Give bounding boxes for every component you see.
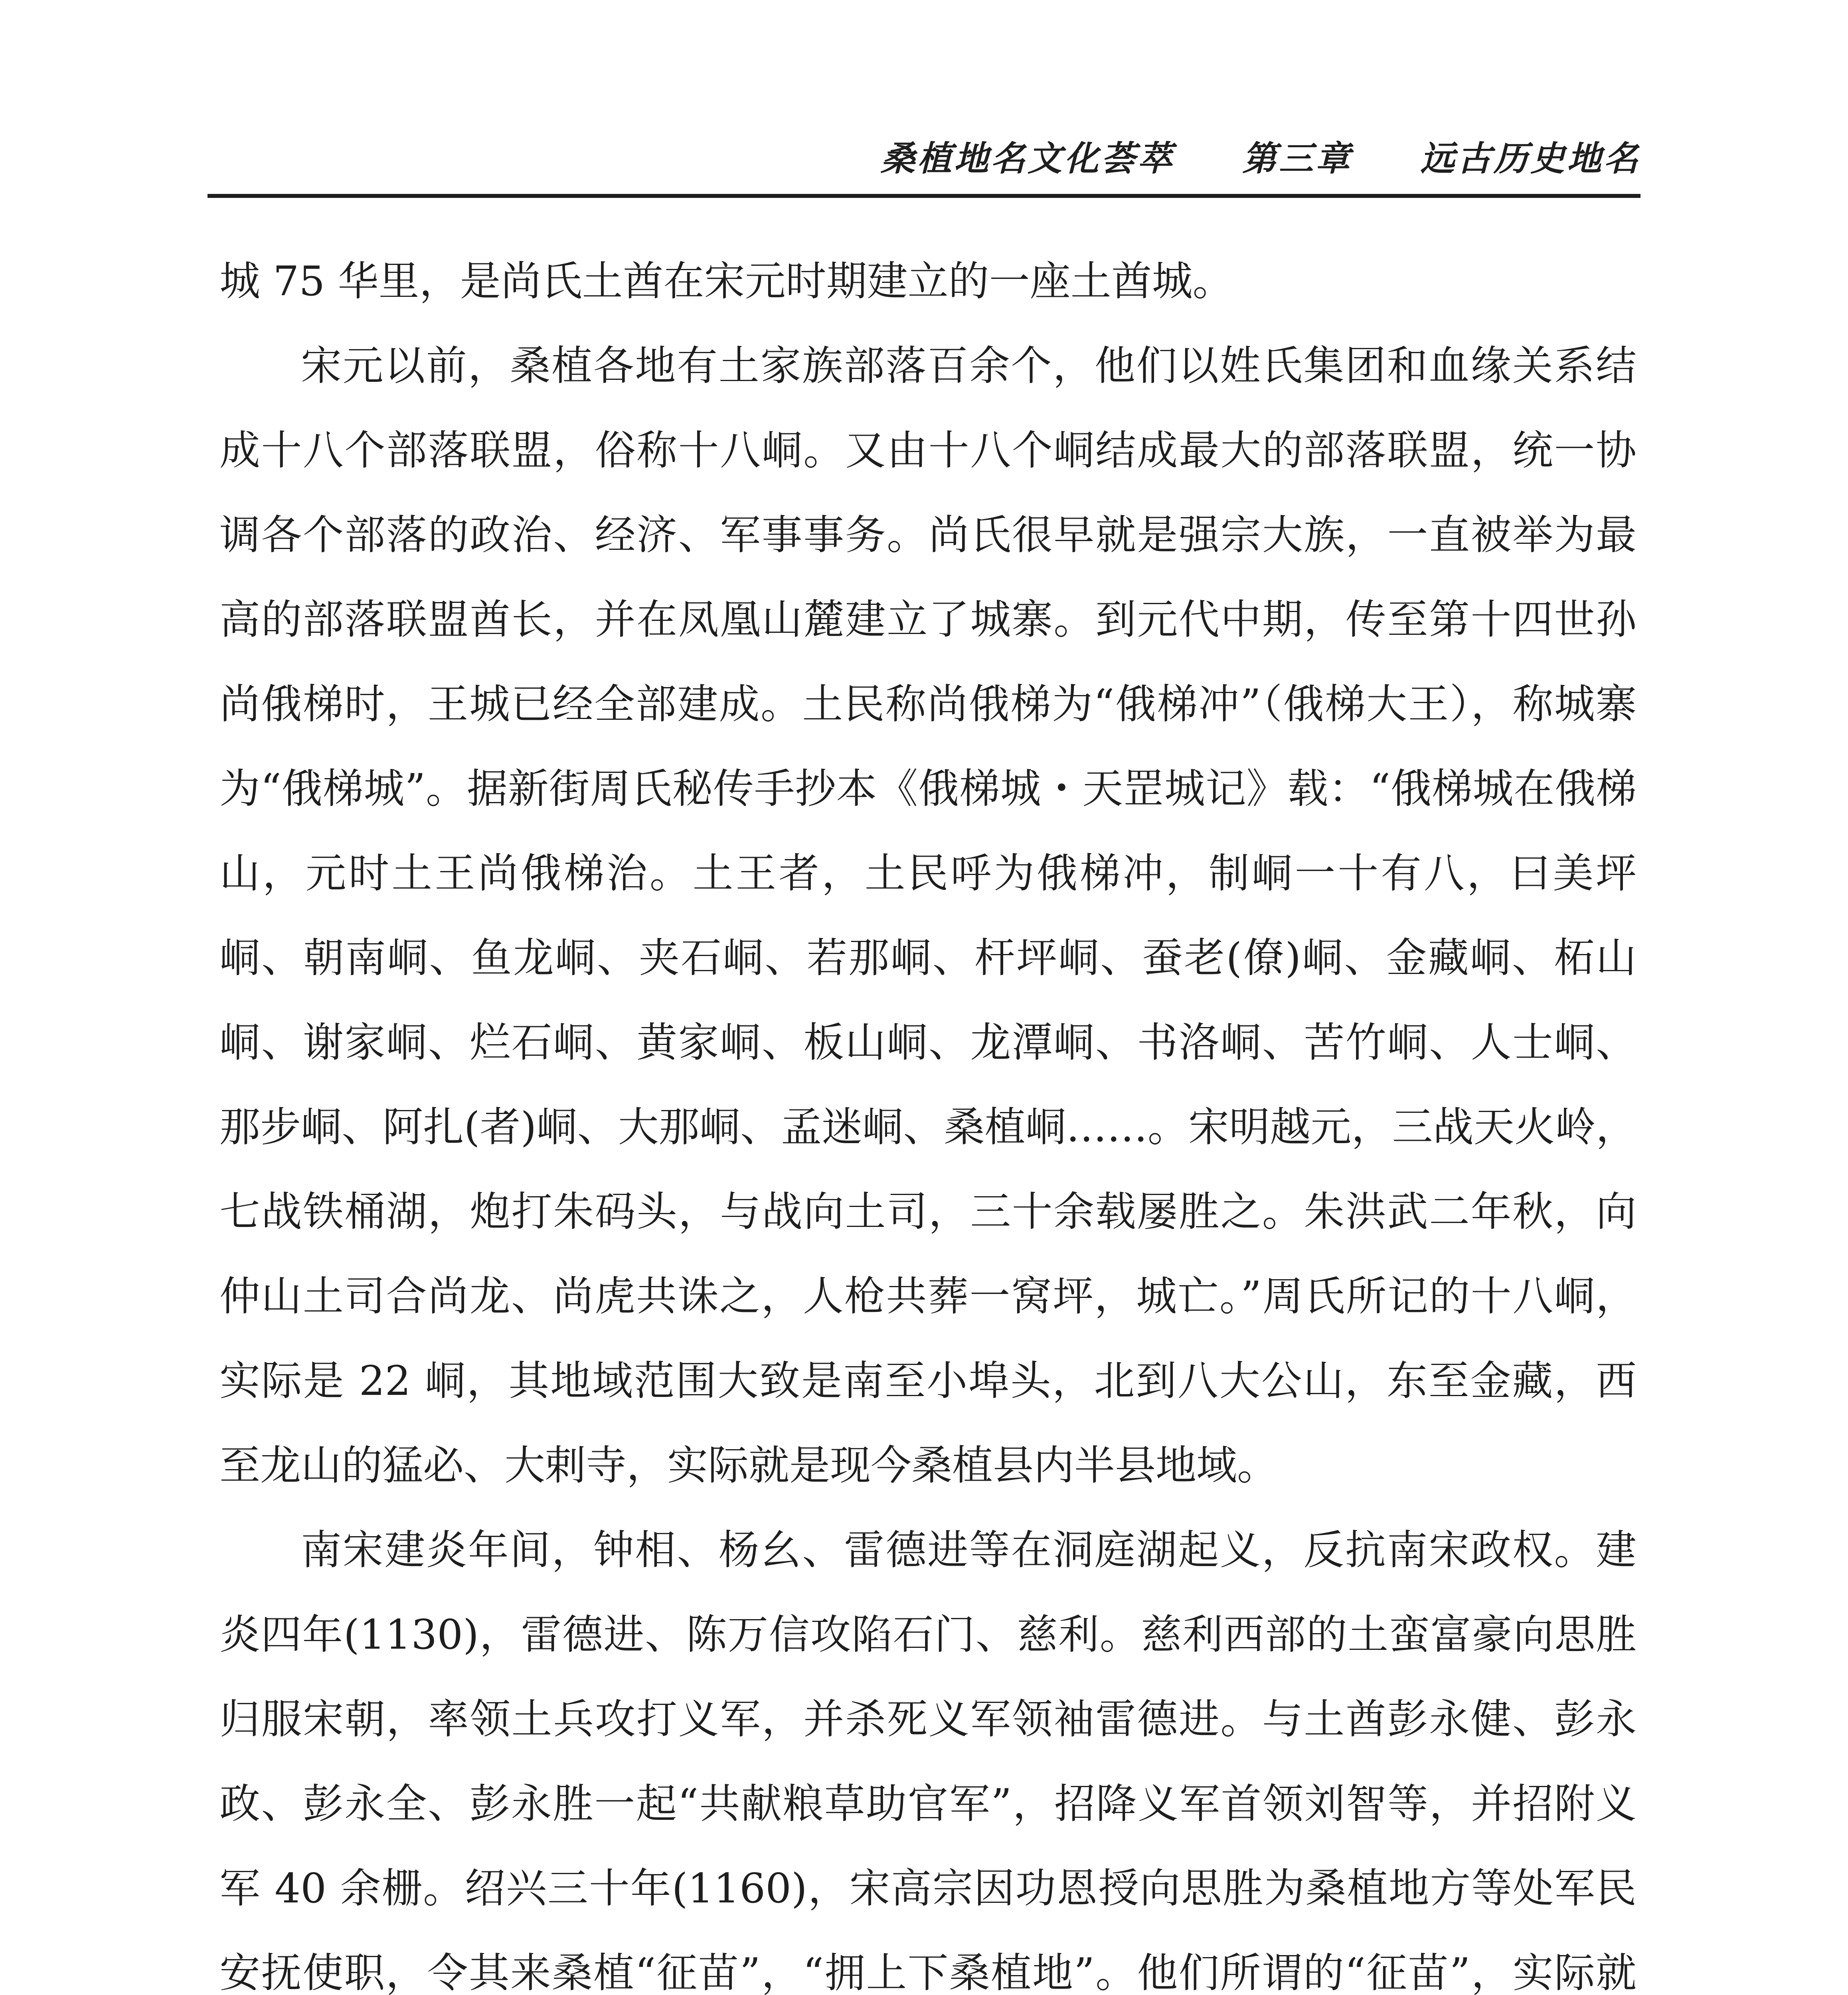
chapter-label: 第三章 <box>1242 139 1352 179</box>
paragraph: 城 75 华里，是尚氏土酋在宋元时期建立的一座土酋城。 <box>219 258 1233 305</box>
paragraph: 宋元以前，桑植各地有土家族部落百余个，他们以姓氏集团和血缘关系结成十八个部落联盟，俗称十八峒。又由十八个峒结成最大的部落联盟，统一协调各个部落的政治、经济、军事事务。尚氏很早就是强宗大族，一直被举为最高的部落联盟酋长，并在凤凰山麓建立了城寨。到元代中期，传至第十四世孙尚俄梯时，王城已经全部建成。土民称尚俄梯为“俄梯冲”（俄梯大王），称城寨为“俄梯城”。据新街周氏秘传手抄本《俄梯城・天罡城记》载：“俄梯城在俄梯山，元时土王尚俄梯治。土王者，土民呼为俄梯冲，制峒一十有八，曰美坪峒、朝南峒、鱼龙峒、夹石峒、若那峒、杆坪峒、蚕老(僚)峒、金藏峒、柘山峒、谢家峒、烂石峒、黄家峒、板山峒、龙潭峒、书洛峒、苦竹峒、人士峒、那步峒、阿扎(者)峒、大那峒、孟迷峒、桑植峒……。宋明越元，三战天火岭，七战铁桶湖，炮打朱码头，与战向土司，三十余载屡胜之。朱洪武二年秋，向仲山土司合尚龙、尚虎共诛之，人枪共葬一窝坪，城亡。”周氏所记的十八峒，实际是 22 峒，其地域范围大致是南至小埠头，北到八大公山，东至金藏，西至龙山的猛必、大剌寺，实际就是现今桑植县内半县地域。 <box>219 342 1637 1489</box>
section-title: 远古历史地名 <box>1420 139 1640 179</box>
header-rule <box>208 194 1640 198</box>
running-header <box>881 131 1640 180</box>
book-title: 桑植地名文化荟萃 <box>881 139 1174 179</box>
paragraph: 南宋建炎年间，钟相、杨幺、雷德进等在洞庭湖起义，反抗南宋政权。建炎四年(1130)，雷德进、陈万信攻陷石门、慈利。慈利西部的土蛮富豪向思胜归服宋朝，率领土兵攻打义军，并杀死义军领袖雷德进。与土酋彭永健、彭永政、彭永全、彭永胜一起“共献粮草助官军”，招降义军首领刘智等，并招附义军 40 余栅。绍兴三十年(1160)，宋高宗因功恩授向思胜为桑植地方等处军民安抚使职，令其来桑植“征苗”，“拥上下桑植地”。他们所谓的“征苗”，实际就 <box>219 1527 1637 1995</box>
body-text <box>219 239 1637 1995</box>
